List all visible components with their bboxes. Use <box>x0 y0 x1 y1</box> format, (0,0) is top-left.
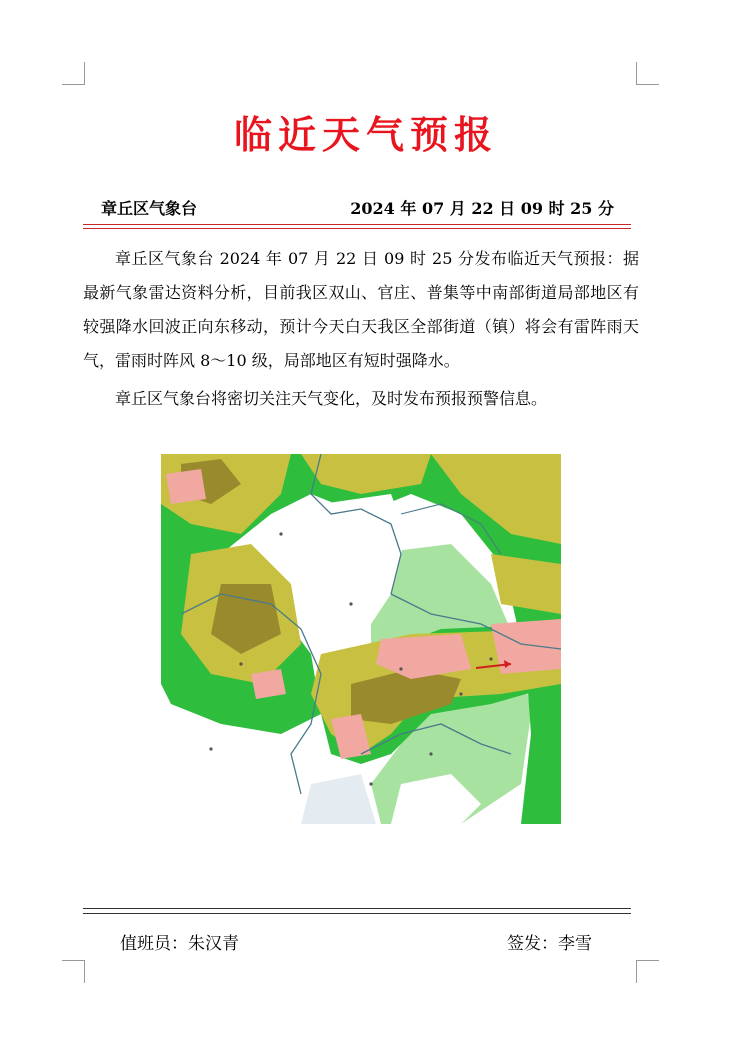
monitoring-paragraph: 章丘区气象台将密切关注天气变化，及时发布预报预警信息。 <box>115 389 548 408</box>
issuer: 签发：李雪 <box>507 934 592 954</box>
radar-map-image <box>161 454 561 824</box>
crop-mark-top-right <box>636 62 659 85</box>
header-rule-top <box>83 224 631 225</box>
on-duty-staff: 值班员：朱汉青 <box>120 934 239 954</box>
station-name: 章丘区气象台 <box>101 199 198 218</box>
crop-mark-bottom-right <box>636 960 659 983</box>
issue-datetime: 2024 年 07 月 22 日 09 时 25 分 <box>350 199 614 218</box>
document-title: 临近天气预报 <box>233 113 498 157</box>
header-rule-bottom <box>83 228 631 229</box>
footer-rule-top <box>83 908 631 909</box>
footer-rule-bottom <box>83 913 631 914</box>
forecast-paragraph: 章丘区气象台 2024 年 07 月 22 日 09 时 25 分发布临近天气预报：据最新气象雷达资料分析，目前我区双山、官庄、普集等中南部街道局部地区有较强降水回波正向东移动，预计今天白天我区全部街道（镇）将会有雷阵雨天气，雷雨时阵风 8～10 级，局部地区有短时强降水。 <box>83 249 639 370</box>
crop-mark-top-left <box>62 62 85 85</box>
crop-mark-bottom-left <box>62 960 85 983</box>
